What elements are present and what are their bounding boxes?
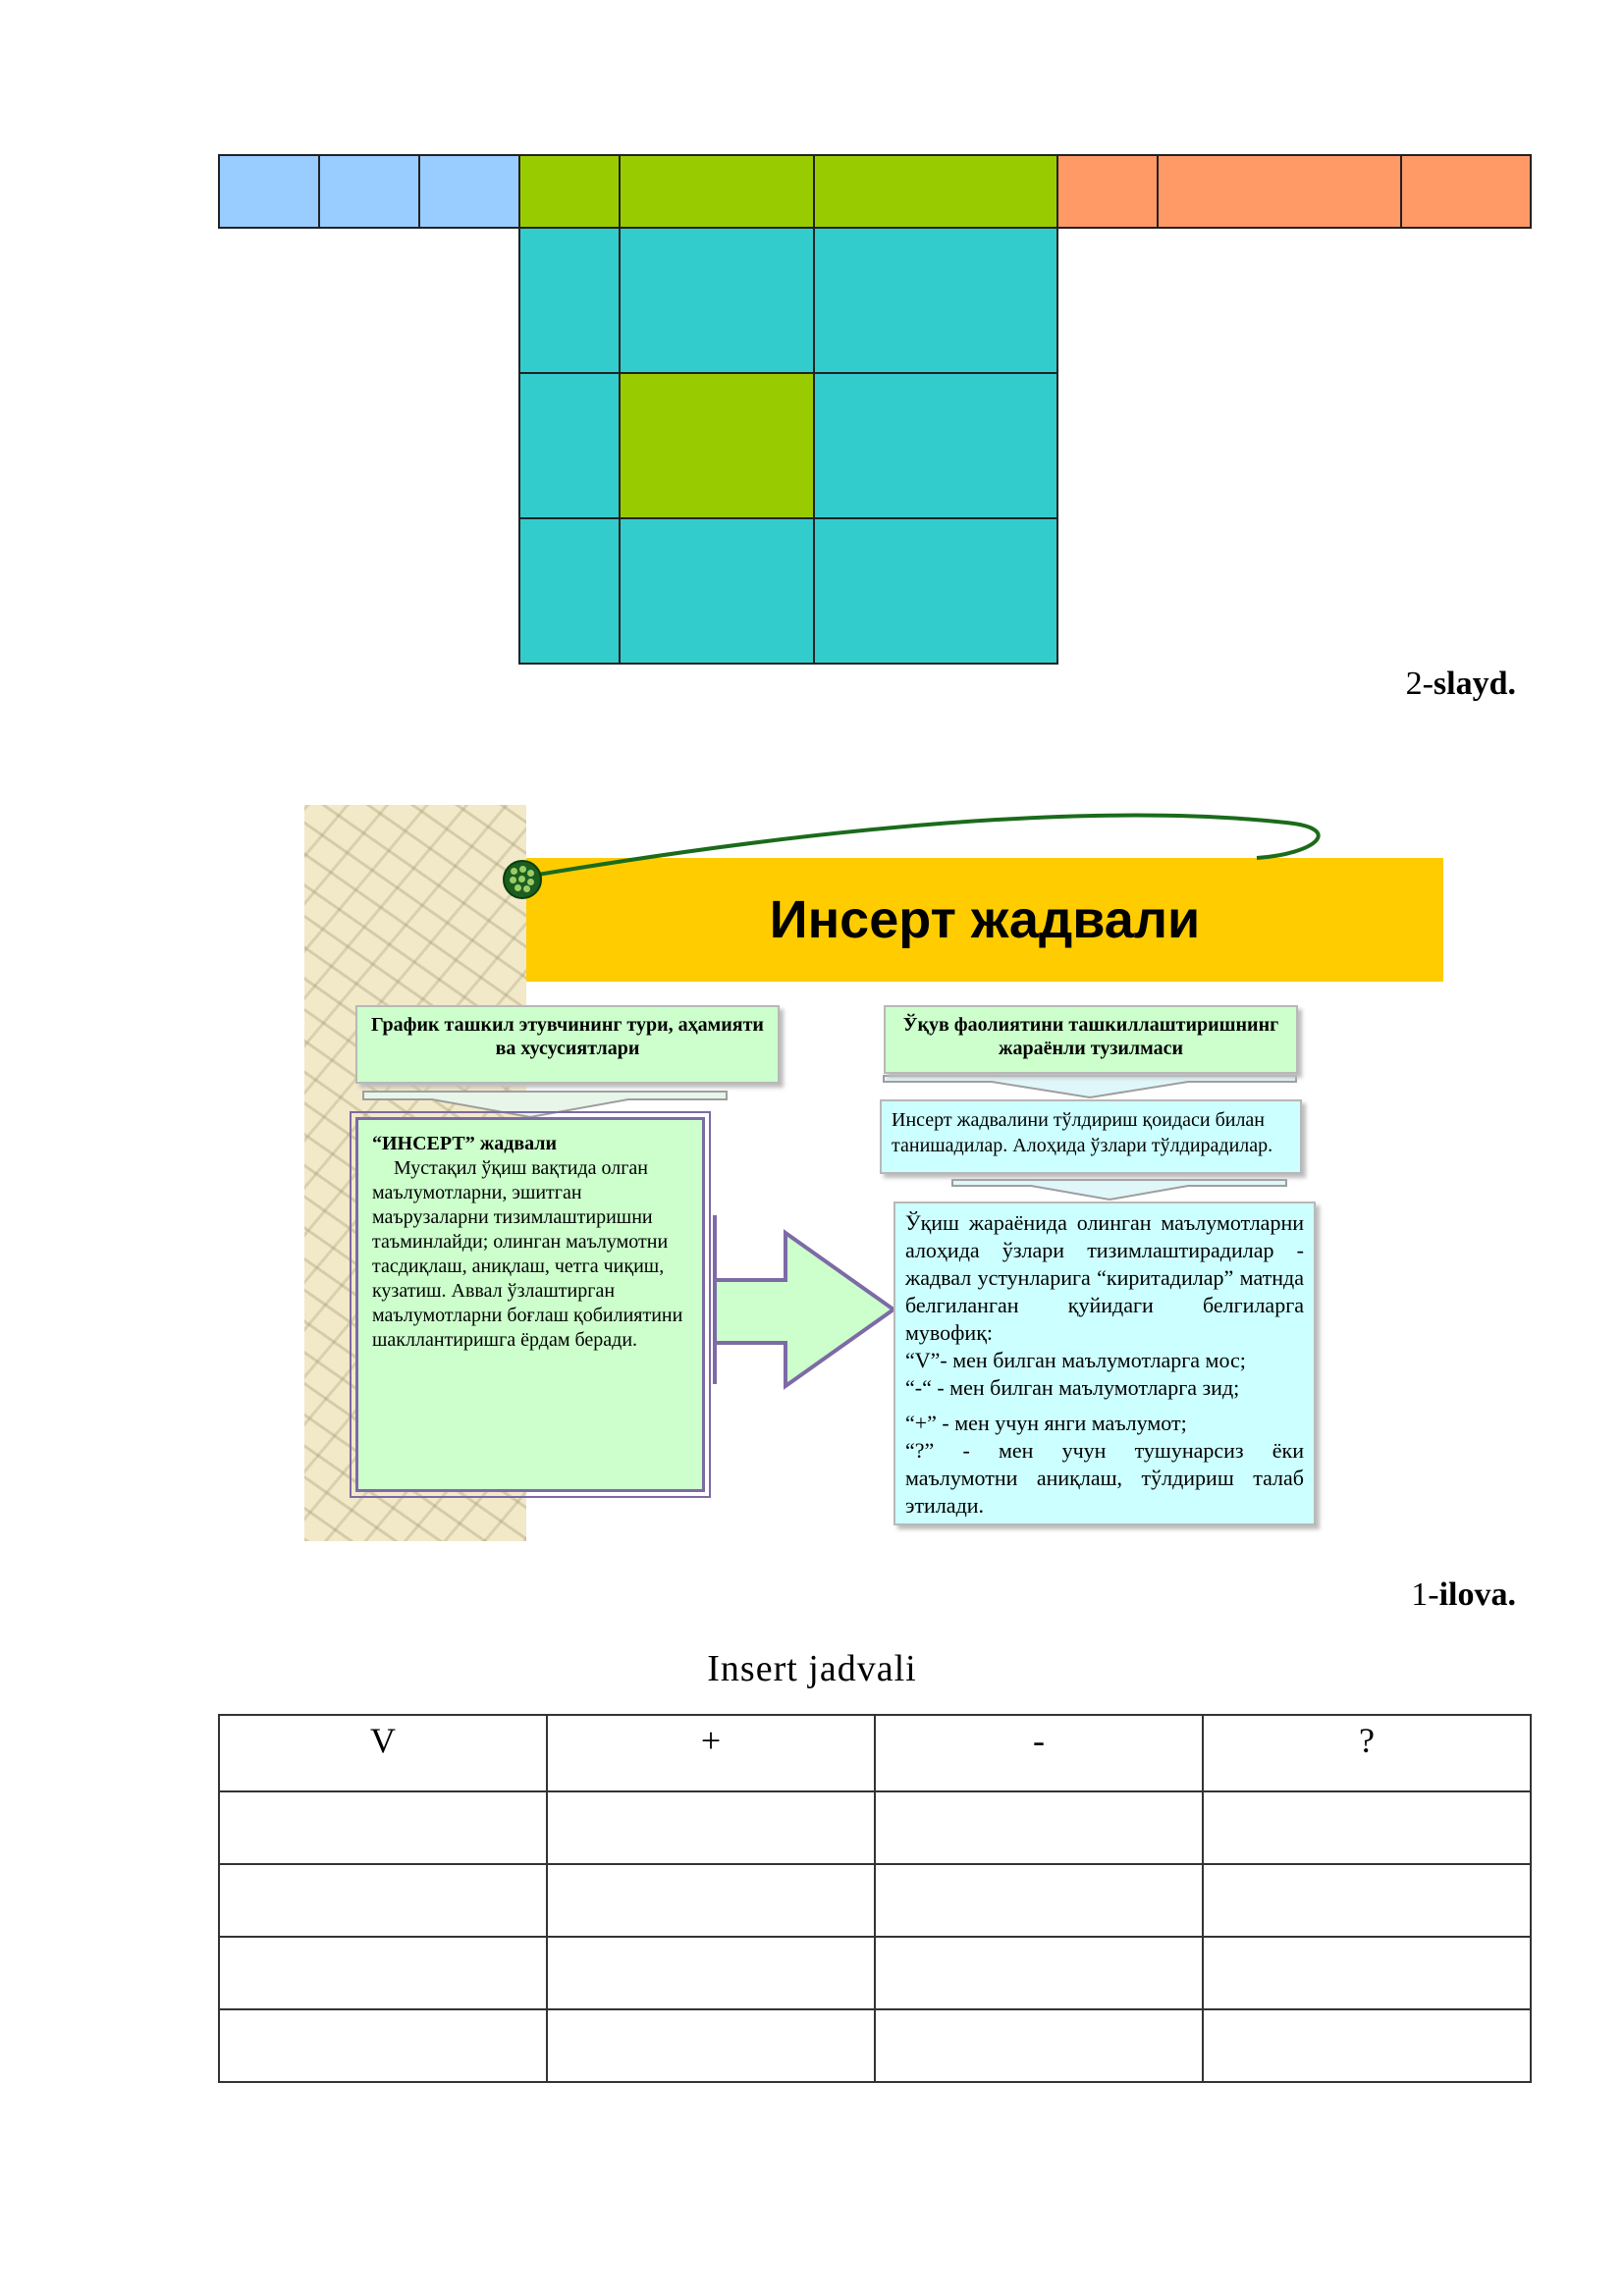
table-cell[interactable] <box>875 1864 1203 1937</box>
grid-cell <box>518 372 621 519</box>
grid-cell <box>813 227 1058 374</box>
table-cell[interactable] <box>547 1937 875 2009</box>
header-cell-v: V <box>219 1715 547 1791</box>
step2-v: “V”- мен билган маълумотларга мос; <box>905 1348 1246 1372</box>
right-header-text: Ўқув фаолиятини ташкиллаштиришнинг жараёнли тузилмаси <box>902 1014 1279 1059</box>
table-cell[interactable] <box>219 2009 547 2082</box>
step1-box <box>880 1099 1302 1174</box>
grid-cell <box>619 154 815 229</box>
appendix-caption-word: ilova. <box>1438 1576 1516 1613</box>
table-title: Insert jadvali <box>707 1648 917 1689</box>
grid-cell <box>619 372 815 519</box>
header-cell-plus: + <box>547 1715 875 1791</box>
insert-box-title: “ИНСЕРТ” жадвали <box>372 1133 558 1154</box>
appendix-caption <box>1411 1576 1516 1614</box>
down-arrow-left <box>363 1092 727 1117</box>
grid-cell <box>318 154 420 229</box>
grid-cell <box>813 372 1058 519</box>
table-cell[interactable] <box>547 1791 875 1864</box>
down-arrow-right-2 <box>952 1180 1286 1200</box>
grid-cell <box>218 154 320 229</box>
slide-caption-number: 2- <box>1405 666 1434 702</box>
grid-cell <box>518 227 621 374</box>
step2-box <box>893 1201 1316 1525</box>
slide-caption-word: slayd. <box>1433 666 1516 702</box>
step1-text: Инсерт жадвалини тўлдириш қоидаси билан танишадилар. Алоҳида ўзлари тўлдирадилар. <box>892 1109 1273 1156</box>
table-cell[interactable] <box>1203 2009 1531 2082</box>
step2-plus: “+” - мен учун янги маълумот; <box>905 1411 1187 1435</box>
slide-caption <box>1406 666 1516 703</box>
table-cell[interactable] <box>1203 1937 1531 2009</box>
table-row <box>219 2009 1531 2082</box>
table-cell[interactable] <box>547 1864 875 1937</box>
table-header-row <box>219 1715 1531 1791</box>
left-header-text: График ташкил этувчининг тури, аҳамияти ва хусусиятлари <box>371 1014 764 1059</box>
table-cell[interactable] <box>219 1937 547 2009</box>
grid-cell <box>1400 154 1532 229</box>
grid-cell <box>518 154 621 229</box>
table-row <box>219 1791 1531 1864</box>
table-cell[interactable] <box>1203 1791 1531 1864</box>
left-header-box <box>355 1005 780 1084</box>
table-cell[interactable] <box>219 1791 547 1864</box>
slide-title: Инсерт жадвали <box>769 890 1201 949</box>
grid-cell <box>619 227 815 374</box>
table-row <box>219 1864 1531 1937</box>
grid-cell <box>813 154 1058 229</box>
right-header-box <box>884 1005 1298 1074</box>
table-row <box>219 1937 1531 2009</box>
down-arrow-right-1 <box>884 1076 1296 1097</box>
insert-slide <box>304 805 1443 1541</box>
grid-cell <box>518 517 621 665</box>
step2-minus: “-“ - мен билган маълумотларга зид; <box>905 1375 1240 1400</box>
grid-cell <box>619 517 815 665</box>
insert-table <box>218 1714 1532 2083</box>
table-cell[interactable] <box>875 2009 1203 2082</box>
header-cell-question: ? <box>1203 1715 1531 1791</box>
table-cell[interactable] <box>875 1937 1203 2009</box>
table-cell[interactable] <box>875 1791 1203 1864</box>
grid-cell <box>418 154 520 229</box>
grid-cell <box>1056 154 1159 229</box>
table-cell[interactable] <box>219 1864 547 1937</box>
header-cell-minus: - <box>875 1715 1203 1791</box>
big-right-arrow <box>715 1215 893 1386</box>
insert-box-text: Мустақил ўқиш вақтида олган маълумотларни, эшитган маърузаларни тизимлаштиришни таъминлайди; олинган маълумотни тасдиқлаш, аниқлаш, четга чиқиш, кузатиш. Аввал ўзлаштирган маълумотларни боғлаш қобилиятини шакллантиришга ёрдам беради. <box>372 1157 683 1351</box>
insert-description-box <box>355 1117 705 1492</box>
grid-cell <box>1157 154 1402 229</box>
table-cell[interactable] <box>547 2009 875 2082</box>
colored-grid <box>218 154 1532 665</box>
step2-intro: Ўқиш жараёнида олинган маълумотларни алоҳида ўзлари тизимлаштирадилар - жадвал устунларига “киритадилар” матнда белгиланган қуйидаги белгиларга мувофиқ: <box>905 1210 1304 1345</box>
step2-question: “?” - мен учун тушунарсиз ёки маълумотни аниқлаш, тўлдириш талаб этилади. <box>905 1438 1304 1518</box>
appendix-caption-number: 1- <box>1411 1576 1439 1613</box>
table-cell[interactable] <box>1203 1864 1531 1937</box>
grid-cell <box>813 517 1058 665</box>
